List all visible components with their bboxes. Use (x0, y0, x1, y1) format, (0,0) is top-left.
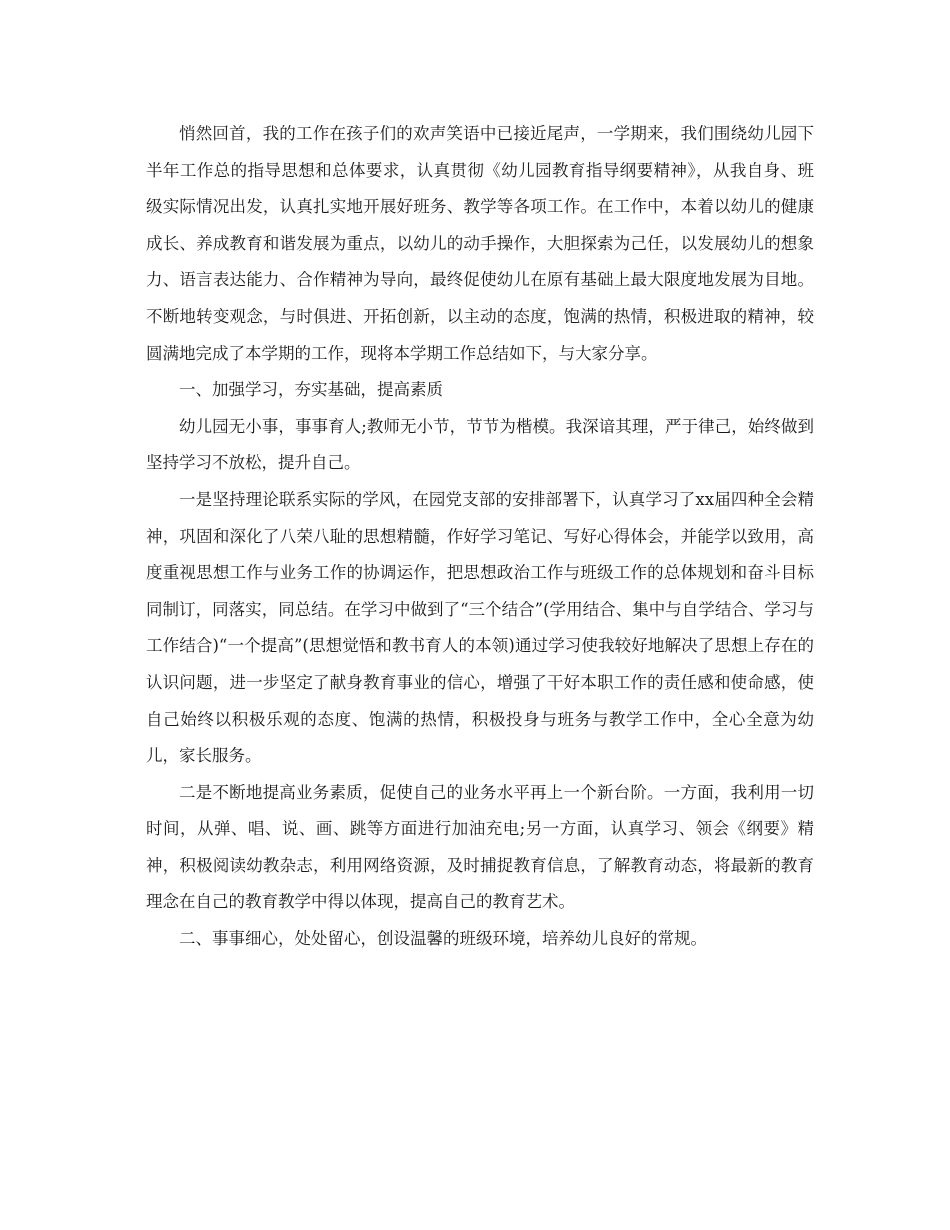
section-heading-1: 一、加强学习，夯实基础，提高素质 (179, 380, 443, 400)
paragraph-motto: 幼儿园无小事，事事育人;教师无小节，节节为楷模。我深谙其理，严于律己，始终做到坚持学习不放松，提升自己。 (146, 416, 814, 473)
paragraph-professional-quality: 二是不断地提高业务素质，促使自己的业务水平再上一个新台阶。一方面，我利用一切时间，从弹、唱、说、画、跳等方面进行加油充电;另一方面，认真学习、领会《纲要》精神，积极阅读幼教杂志，利用网络资源，及时捕捉教育信息，了解教育动态，将最新的教育理念在自己的教育教学中得以体现，提高自己的教育艺术。 (146, 782, 814, 912)
intro-paragraph: 悄然回首，我的工作在孩子们的欢声笑语中已接近尾声，一学期来，我们围绕幼儿园下半年工作总的指导思想和总体要求，认真贯彻《幼儿园教育指导纲要精神》，从我自身、班级实际情况出发，认真扎实地开展好班务、教学等各项工作。在工作中，本着以幼儿的健康成长、养成教育和谐发展为重点，以幼儿的动手操作，大胆探索为己任，以发展幼儿的想象力、语言表达能力、合作精神为导向，最终促使幼儿在原有基础上最大限度地发展为目地。不断地转变观念，与时俱进、开拓创新，以主动的态度，饱满的热情，积极进取的精神，较圆满地完成了本学期的工作，现将本学期工作总结如下，与大家分享。 (146, 124, 814, 363)
document-body (146, 116, 814, 958)
section-heading-2: 二、事事细心，处处留心，创设温馨的班级环境，培养幼儿良好的常规。 (179, 929, 707, 949)
paragraph-theory-study: 一是坚持理论联系实际的学风，在园党支部的安排部署下，认真学习了xx届四种全会精神，巩固和深化了八荣八耻的思想精髓，作好学习笔记、写好心得体会，并能学以致用，高度重视思想工作与业务工作的协调运作，把思想政治工作与班级工作的总体规划和奋斗目标同制订，同落实，同总结。在学习中做到了“三个结合”(学用结合、集中与自学结合、学习与工作结合)“一个提高”(思想觉悟和教书育人的本领)通过学习使我较好地解决了思想上存在的认识问题，进一步坚定了献身教育事业的信心，增强了干好本职工作的责任感和使命感，使自己始终以积极乐观的态度、饱满的热情，积极投身与班务与教学工作中，全心全意为幼儿，家长服务。 (146, 489, 814, 766)
